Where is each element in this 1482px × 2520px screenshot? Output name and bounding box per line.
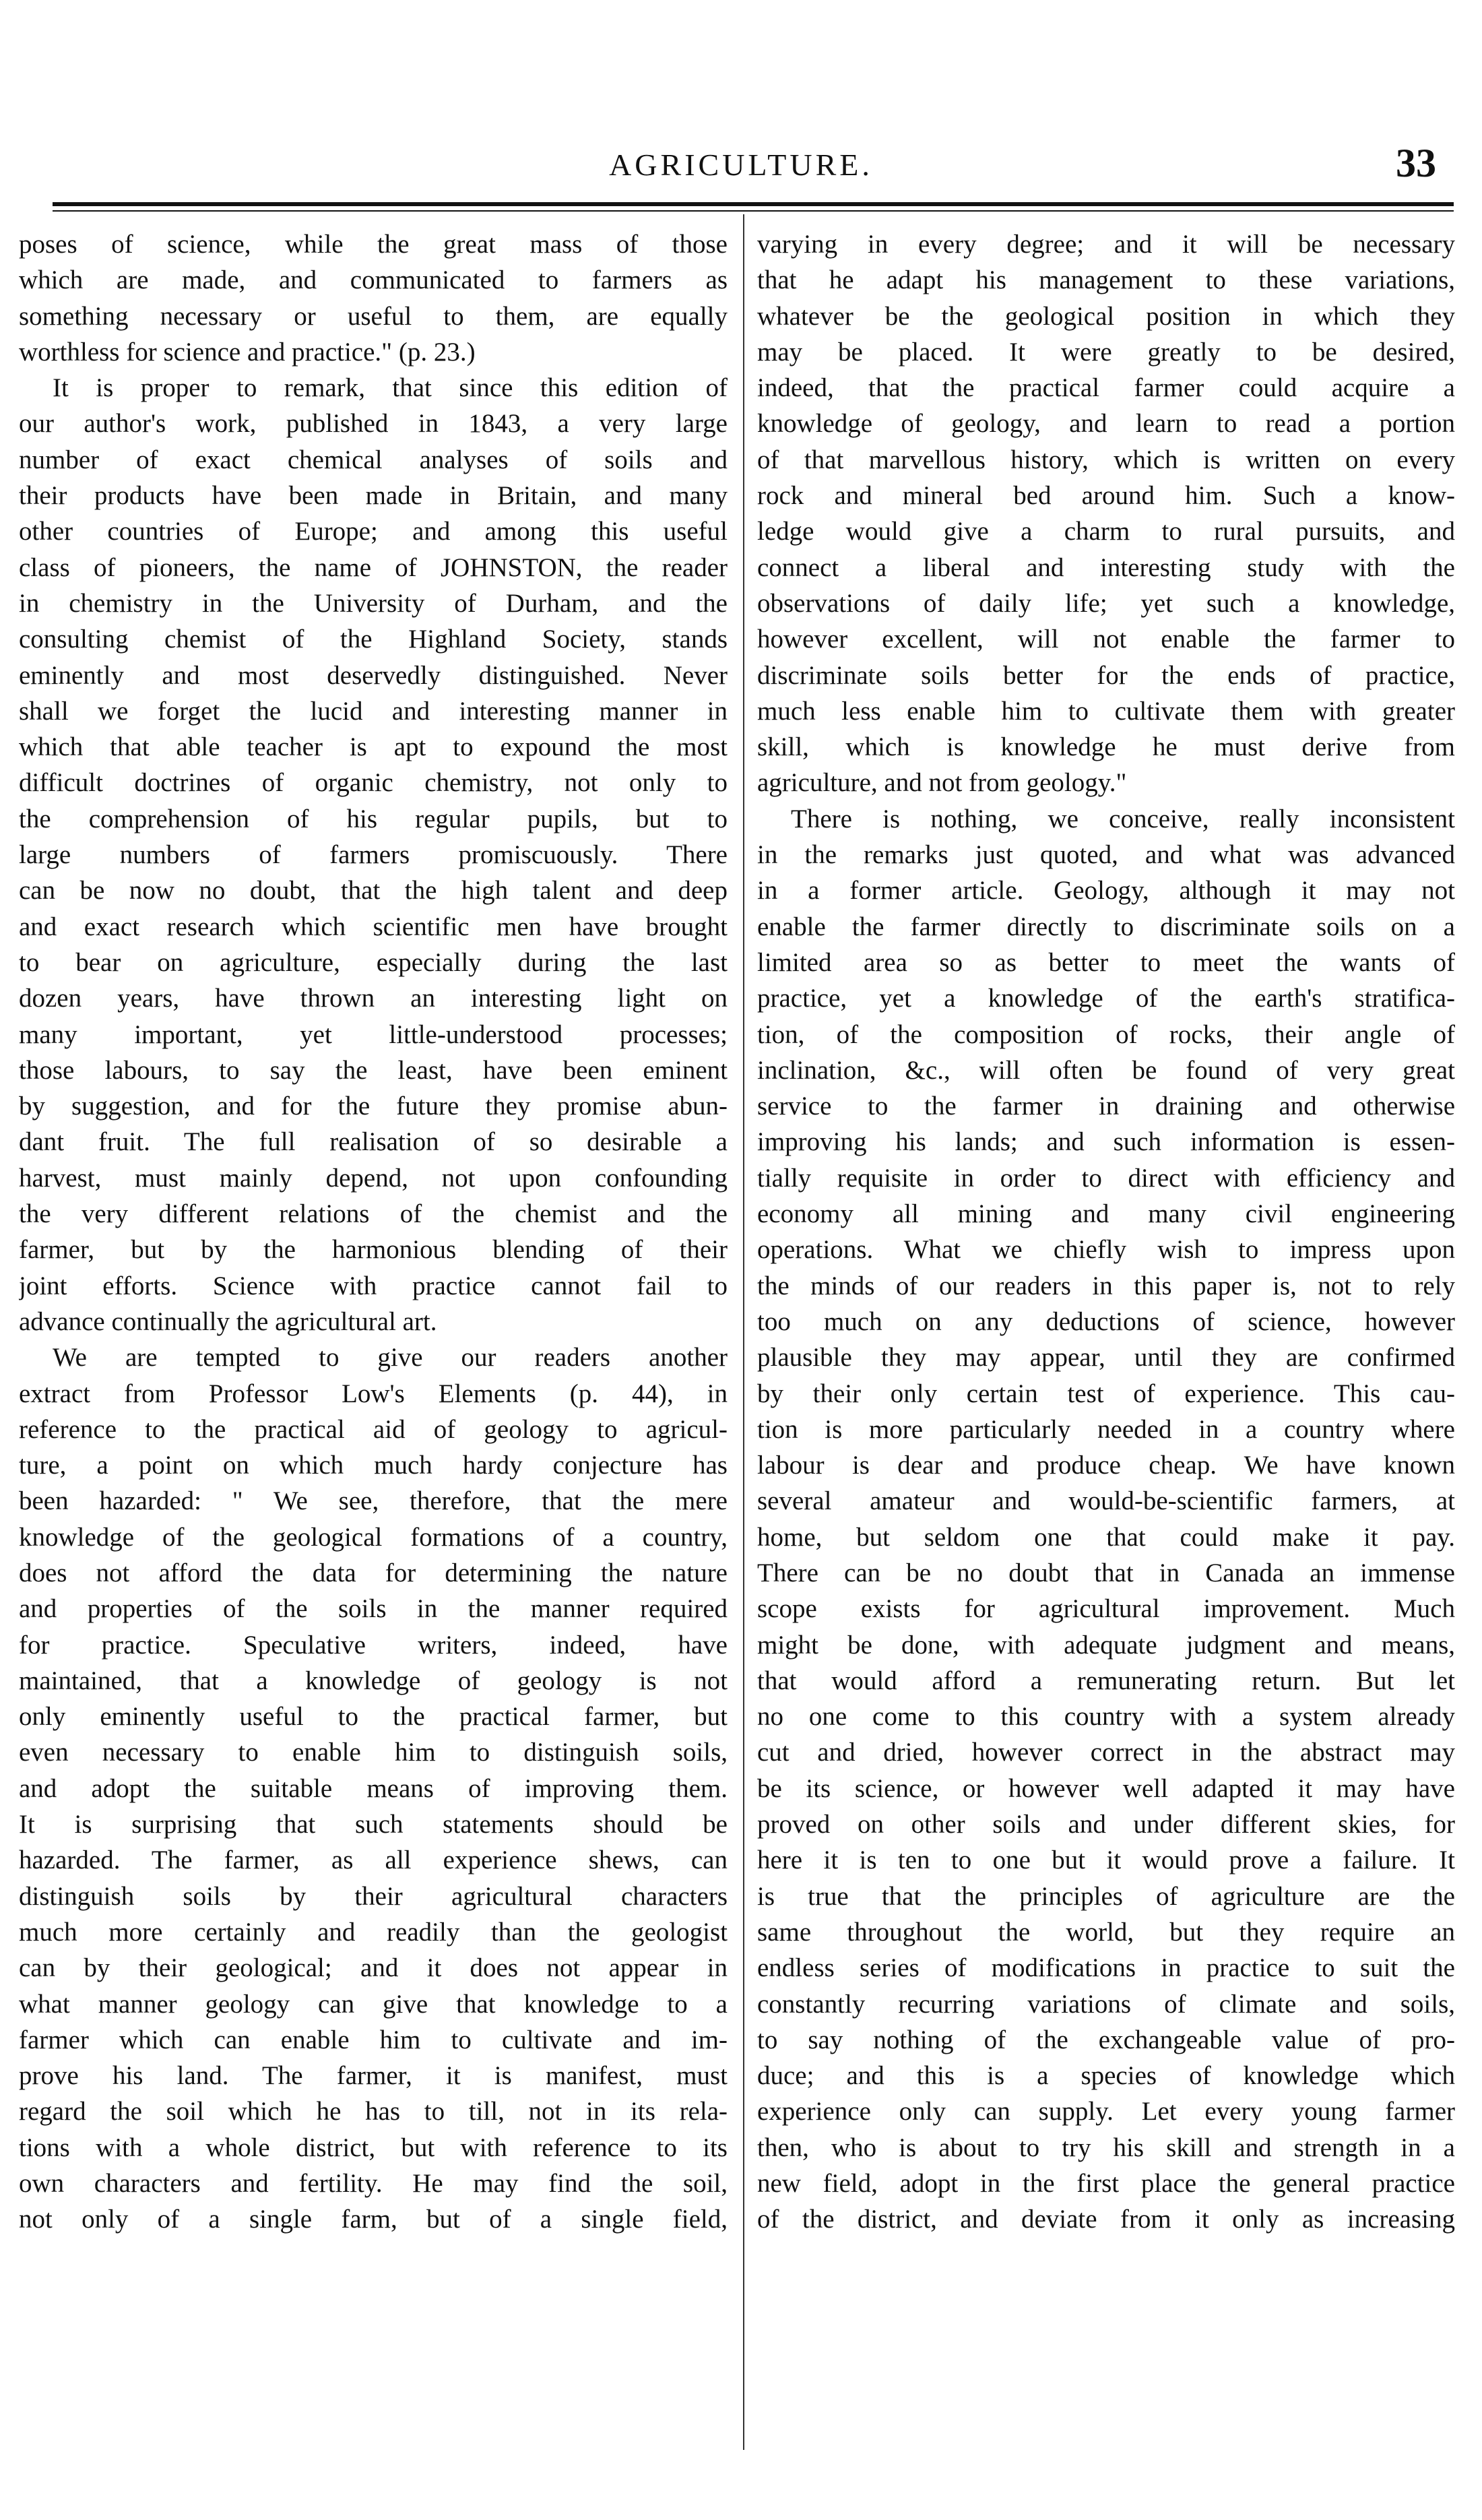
text-line: our author's work, published in 1843, a very large — [19, 409, 728, 439]
header-rule-thin — [53, 210, 1454, 212]
text-line: something necessary or useful to them, are equally — [19, 301, 728, 331]
text-line: There is nothing, we conceive, really inconsistent — [791, 804, 1455, 833]
text-line: that he adapt his management to these variations, — [757, 265, 1455, 295]
left-column — [19, 226, 728, 2450]
text-line: We are tempted to give our readers another — [53, 1343, 728, 1373]
text-line: labour is dear and produce cheap. We have known — [757, 1451, 1455, 1480]
text-line: been hazarded: " We see, therefore, that the mere — [19, 1486, 728, 1516]
text-line: own characters and fertility. He may find the soil, — [19, 2169, 728, 2199]
text-line: harvest, must mainly depend, not upon confounding — [19, 1163, 728, 1193]
text-line: same throughout the world, but they require an — [757, 1917, 1455, 1947]
text-line: does not afford the data for determining the nature — [19, 1558, 728, 1587]
text-line: to bear on agriculture, especially during the last — [19, 947, 728, 977]
right-column — [757, 226, 1455, 2450]
text-line: farmer, but by the harmonious blending of their — [19, 1235, 728, 1265]
text-line: varying in every degree; and it will be necessary — [757, 230, 1455, 259]
text-line: their products have been made in Britain, and many — [19, 481, 728, 511]
text-line: several amateur and would-be-scientific farmers, at — [757, 1486, 1455, 1516]
text-line: service to the farmer in draining and otherwise — [757, 1092, 1455, 1121]
text-line: consulting chemist of the Highland Society, stands — [19, 625, 728, 654]
text-line: other countries of Europe; and among this useful — [19, 517, 728, 546]
text-line: tions with a whole district, but with reference to its — [19, 2133, 728, 2162]
text-line: cut and dried, however correct in the abstract may — [757, 1738, 1455, 1767]
text-line: maintained, that a knowledge of geology is not — [19, 1666, 728, 1695]
text-line: economy all mining and many civil engineering — [757, 1199, 1455, 1229]
text-line: of the district, and deviate from it only as increasing — [757, 2205, 1455, 2234]
text-line: only eminently useful to the practical farmer, but — [19, 1702, 728, 1732]
text-line: advance continually the agricultural art. — [19, 1306, 437, 1336]
text-line: proved on other soils and under different skies, for — [757, 1810, 1455, 1839]
text-line: endless series of modifications in practice to suit the — [757, 1953, 1455, 1983]
text-line: regard the soil which he has to till, not in its rela- — [19, 2097, 728, 2127]
text-line: too much on any deductions of science, however — [757, 1306, 1455, 1336]
text-line: practice, yet a knowledge of the earth's stratifica- — [757, 984, 1455, 1013]
text-line: much more certainly and readily than the geologist — [19, 1917, 728, 1947]
text-line: those labours, to say the least, have been eminent — [19, 1055, 728, 1085]
text-line: worthless for science and practice." (p. 23.) — [19, 337, 476, 367]
text-line: may be placed. It were greatly to be desired, — [757, 337, 1455, 367]
text-line: new field, adopt in the first place the general practice — [757, 2169, 1455, 2199]
text-line: in the remarks just quoted, and what was advanced — [757, 840, 1455, 870]
text-line: inclination, &c., will often be found of very great — [757, 1055, 1455, 1085]
text-line: enable the farmer directly to discriminate soils on a — [757, 912, 1455, 941]
text-line: can be now no doubt, that the high talent and deep — [19, 876, 728, 906]
text-line: be its science, or however well adapted it may have — [757, 1773, 1455, 1803]
text-line: the comprehension of his regular pupils, but to — [19, 804, 728, 833]
text-line: tially requisite in order to direct with efficiency and — [757, 1163, 1455, 1193]
page-number: 33 — [1396, 141, 1436, 185]
text-line: to say nothing of the exchangeable value of pro- — [757, 2025, 1455, 2054]
text-line: duce; and this is a species of knowledge which — [757, 2061, 1455, 2091]
text-line: eminently and most deservedly distinguished. Never — [19, 660, 728, 690]
text-line: in chemistry in the University of Durham, and the — [19, 588, 728, 618]
text-line: and exact research which scientific men have brought — [19, 912, 728, 941]
text-line: dozen years, have thrown an interesting light on — [19, 984, 728, 1013]
text-line: connect a liberal and interesting study with the — [757, 553, 1455, 582]
text-line: many important, yet little-understood processes; — [19, 1019, 728, 1049]
text-line: difficult doctrines of organic chemistry, not only to — [19, 768, 728, 798]
text-line: tion is more particularly needed in a country where — [757, 1414, 1455, 1444]
text-line: agriculture, and not from geology." — [757, 768, 1127, 798]
text-line: rock and mineral bed around him. Such a know- — [757, 481, 1455, 511]
text-line: There can be no doubt that in Canada an immense — [757, 1558, 1455, 1587]
text-line: farmer which can enable him to cultivate and im- — [19, 2025, 728, 2054]
column-divider — [743, 214, 744, 2450]
text-line: is true that the principles of agriculture are the — [757, 1881, 1455, 1911]
text-line: for practice. Speculative writers, indeed, have — [19, 1630, 728, 1660]
text-line: class of pioneers, the name of JOHNSTON, the reader — [19, 553, 728, 582]
text-line: knowledge of the geological formations of a country, — [19, 1522, 728, 1552]
text-line: tion, of the composition of rocks, their angle of — [757, 1019, 1455, 1049]
text-line: of that marvellous history, which is written on every — [757, 445, 1455, 474]
text-line: skill, which is knowledge he must derive from — [757, 732, 1455, 762]
text-line: reference to the practical aid of geology to agricul- — [19, 1414, 728, 1444]
running-title: AGRICULTURE. — [609, 148, 873, 182]
text-line: whatever be the geological position in which they — [757, 301, 1455, 331]
header-rule-thick — [53, 202, 1454, 206]
text-line: shall we forget the lucid and interesting manner in — [19, 696, 728, 726]
text-line: ledge would give a charm to rural pursuits, and — [757, 517, 1455, 546]
text-line: even necessary to enable him to distinguish soils, — [19, 1738, 728, 1767]
text-line: scope exists for agricultural improvement. Much — [757, 1594, 1455, 1624]
text-line: plausible they may appear, until they are confirmed — [757, 1343, 1455, 1373]
text-line: by their only certain test of experience. This cau- — [757, 1379, 1455, 1408]
text-line: number of exact chemical analyses of soils and — [19, 445, 728, 474]
text-line: however excellent, will not enable the farmer to — [757, 625, 1455, 654]
text-line: constantly recurring variations of climate and soils, — [757, 1989, 1455, 2019]
text-line: experience only can supply. Let every young farmer — [757, 2097, 1455, 2127]
text-line: much less enable him to cultivate them with greater — [757, 696, 1455, 726]
text-line: knowledge of geology, and learn to read a portion — [757, 409, 1455, 439]
text-line: the very different relations of the chemist and the — [19, 1199, 728, 1229]
text-line: It is proper to remark, that since this edition of — [53, 373, 728, 403]
text-line: in a former article. Geology, although it may not — [757, 876, 1455, 906]
text-line: by suggestion, and for the future they promise abun- — [19, 1092, 728, 1121]
text-line: indeed, that the practical farmer could acquire a — [757, 373, 1455, 403]
text-line: poses of science, while the great mass of those — [19, 230, 728, 259]
text-line: and properties of the soils in the manner required — [19, 1594, 728, 1624]
text-line: not only of a single farm, but of a single field, — [19, 2205, 728, 2234]
text-line: improving his lands; and such information is essen- — [757, 1127, 1455, 1157]
text-line: and adopt the suitable means of improving them. — [19, 1773, 728, 1803]
text-line: discriminate soils better for the ends of practice, — [757, 660, 1455, 690]
text-line: then, who is about to try his skill and strength in a — [757, 2133, 1455, 2162]
text-line: hazarded. The farmer, as all experience shews, can — [19, 1846, 728, 1875]
text-line: the minds of our readers in this paper is, not to rely — [757, 1271, 1455, 1300]
text-line: here it is ten to one but it would prove a failure. It — [757, 1846, 1455, 1875]
text-line: no one come to this country with a system already — [757, 1702, 1455, 1732]
text-line: distinguish soils by their agricultural characters — [19, 1881, 728, 1911]
text-line: limited area so as better to meet the wants of — [757, 947, 1455, 977]
text-line: It is surprising that such statements should be — [19, 1810, 728, 1839]
text-line: ture, a point on which much hardy conjecture has — [19, 1451, 728, 1480]
text-line: joint efforts. Science with practice cannot fail to — [19, 1271, 728, 1300]
text-line: extract from Professor Low's Elements (p. 44), in — [19, 1379, 728, 1408]
text-line: large numbers of farmers promiscuously. There — [19, 840, 728, 870]
text-line: can by their geological; and it does not appear in — [19, 1953, 728, 1983]
text-line: which that able teacher is apt to expound the most — [19, 732, 728, 762]
text-line: home, but seldom one that could make it pay. — [757, 1522, 1455, 1552]
text-line: observations of daily life; yet such a knowledge, — [757, 588, 1455, 618]
text-line: which are made, and communicated to farmers as — [19, 265, 728, 295]
text-line: that would afford a remunerating return. But let — [757, 1666, 1455, 1695]
text-line: might be done, with adequate judgment and means, — [757, 1630, 1455, 1660]
text-line: dant fruit. The full realisation of so desirable a — [19, 1127, 728, 1157]
text-line: what manner geology can give that knowledge to a — [19, 1989, 728, 2019]
text-line: prove his land. The farmer, it is manifest, must — [19, 2061, 728, 2091]
text-line: operations. What we chiefly wish to impress upon — [757, 1235, 1455, 1265]
